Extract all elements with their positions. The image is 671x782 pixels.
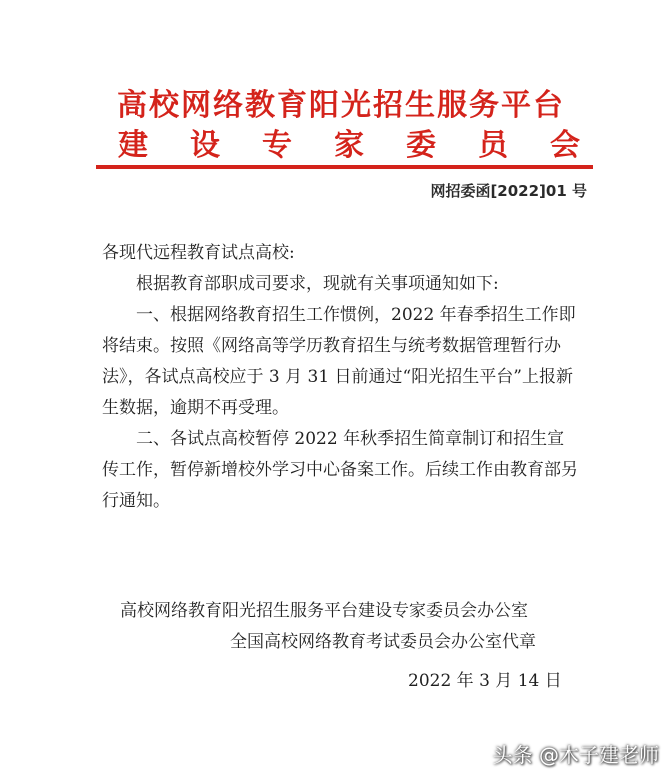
signature-date: 2022 年 3 月 14 日 [408, 671, 562, 691]
signature-proxy-seal: 全国高校网络教育考试委员会办公室代章 [230, 632, 536, 652]
signature-office: 高校网络教育阳光招生服务平台建设专家委员会办公室 [120, 601, 528, 621]
letter-addressee: 各现代远程教育试点高校: [102, 243, 295, 263]
header-title-line1: 高校网络教育阳光招生服务平台 [117, 88, 565, 123]
document-number: 网招委函[2022]01 号 [430, 182, 587, 200]
letter-item-1: 一、根据网络教育招生工作惯例，2022 年春季招生工作即将结束。按照《网络高等学历教育招生与统考数据管理暂行办法》，各试点高校应于 3 月 31 日前通过“阳光招生平台”上报新生数据，逾期不再受理。 [102, 305, 576, 418]
header-title-line2: 建设专家委员会 [118, 128, 622, 163]
letter-intro: 根据教育部职成司要求，现就有关事项通知如下: [136, 274, 499, 294]
watermark-text: 头条 @木子建老师 [492, 743, 659, 767]
letter-item-2: 二、各试点高校暂停 2022 年秋季招生简章制订和招生宣传工作，暂停新增校外学习中心备案工作。后续工作由教育部另行通知。 [102, 429, 578, 511]
header-red-rule [96, 165, 593, 169]
